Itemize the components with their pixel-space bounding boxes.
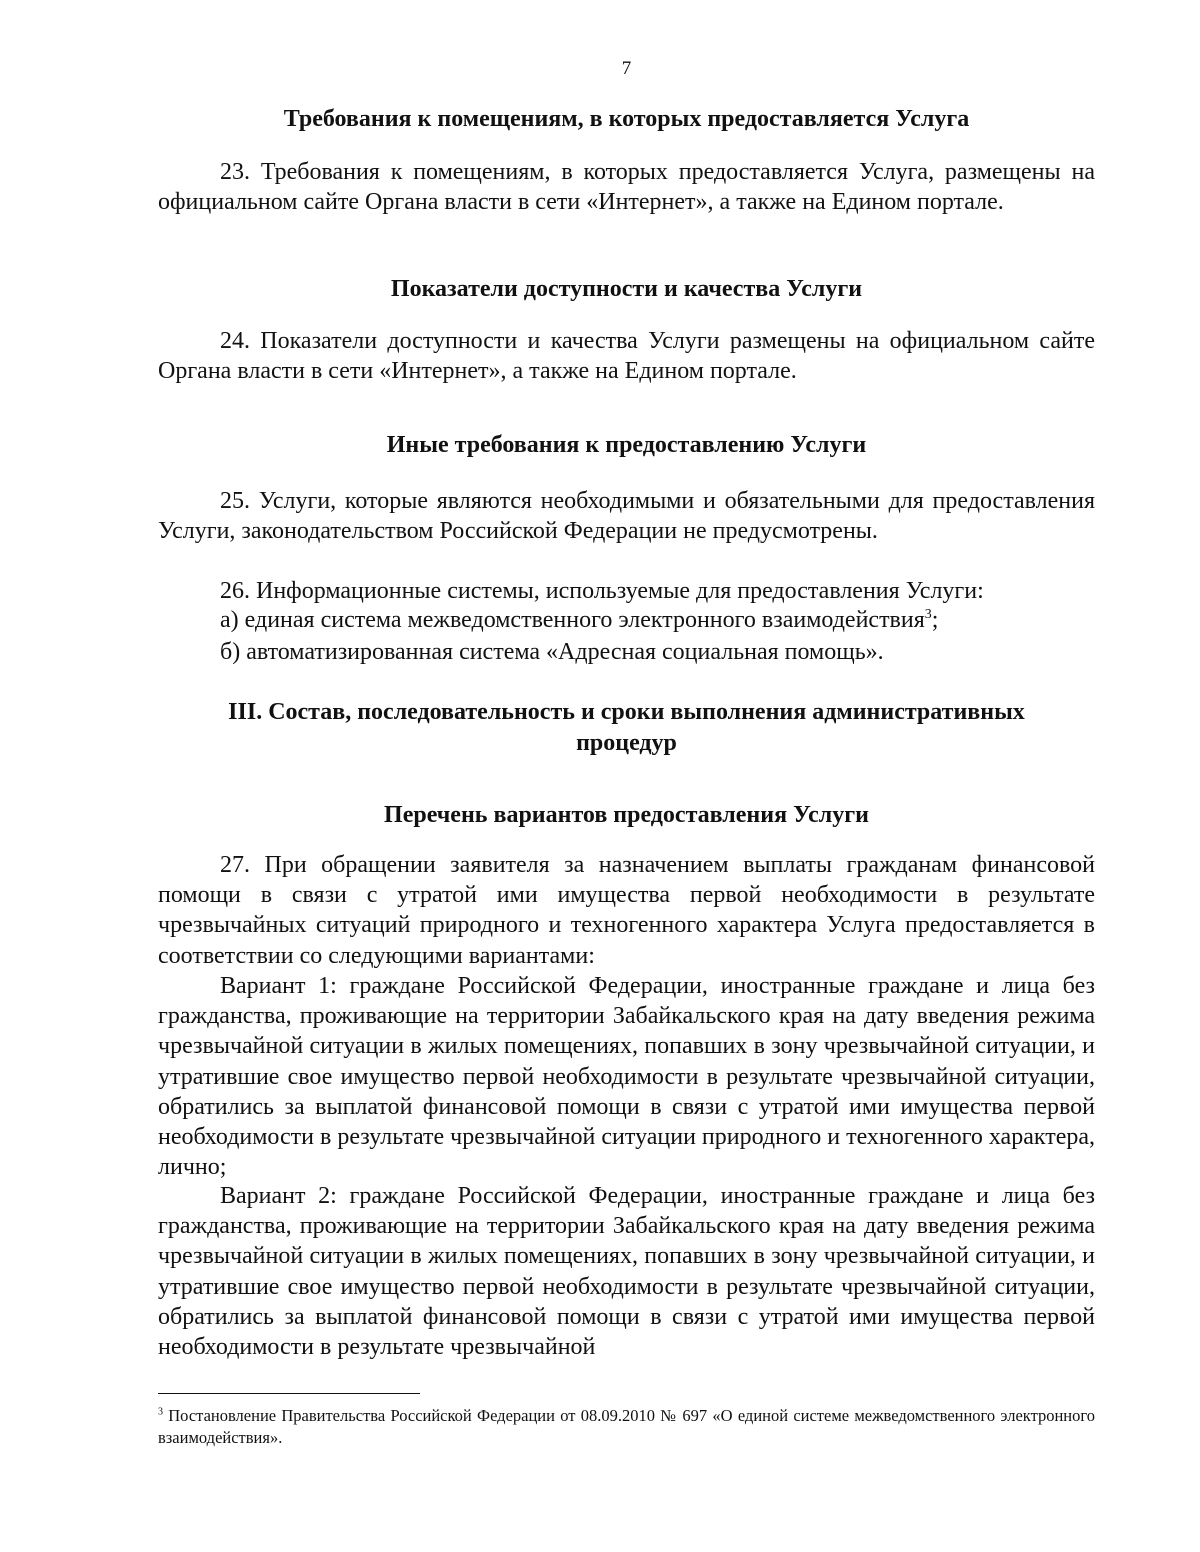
- paragraph-26a: [220, 605, 938, 635]
- footnote: [158, 1405, 1095, 1449]
- heading-section-iii-line2: процедур: [576, 730, 677, 756]
- heading-variants-list: Перечень вариантов предоставления Услуги: [384, 802, 869, 828]
- footnote-reference: 3: [924, 607, 932, 622]
- heading-availability-quality: Показатели доступности и качества Услуги: [390, 276, 863, 302]
- paragraph-23: 23. Требования к помещениям, в которых предоставляется Услуга, размещены на официальном сайте Органа власти в сети «Интернет», а также на Едином портале.: [158, 159, 1095, 216]
- paragraph-25: 25. Услуги, которые являются необходимыми и обязательными для предоставления Услуги, законодательством Российской Федерации не предусмотрены.: [158, 488, 1095, 545]
- heading-other-requirements: Иные требования к предоставлению Услуги: [386, 432, 867, 458]
- heading-section-iii-line1: III. Состав, последовательность и сроки выполнения административных: [228, 699, 1025, 725]
- page-number: 7: [621, 58, 632, 79]
- footnote-separator: [158, 1393, 420, 1394]
- document-page: [158, 0, 1095, 1552]
- paragraph-26a-text: а) единая система межведомственного электронного взаимодействия: [220, 607, 925, 633]
- paragraph-24: 24. Показатели доступности и качества Услуги размещены на официальном сайте Органа власти в сети «Интернет», а также на Едином портале.: [158, 328, 1095, 385]
- footnote-marker: 3: [158, 1406, 163, 1418]
- paragraph-27: 27. При обращении заявителя за назначением выплаты гражданам финансовой помощи в связи с утратой ими имущества первой необходимости в результате чрезвычайных ситуаций природного и техногенного характера Услуга предоставляется в соответствии со следующими вариантами:: [158, 852, 1095, 969]
- paragraph-variant-2: Вариант 2: граждане Российской Федерации, иностранные граждане и лица без гражданства, проживающие на территории Забайкальского края на дату введения режима чрезвычайной ситуации в жилых помещениях, попавших в зону чрезвычайной ситуации, и утратившие свое имущество первой необходимости в результате чрезвычайной ситуации, обратились за выплатой финансовой помощи в связи с утратой ими имущества первой необходимости в результате чрезвычайной: [158, 1183, 1095, 1361]
- paragraph-26: 26. Информационные системы, используемые для предоставления Услуги:: [220, 578, 984, 604]
- paragraph-26a-end: ;: [931, 607, 939, 633]
- paragraph-26b: б) автоматизированная система «Адресная социальная помощь».: [220, 639, 884, 665]
- footnote-text: Постановление Правительства Российской Федерации от 08.09.2010 № 697 «О единой системе межведомственного электронного взаимодействия».: [158, 1406, 1095, 1447]
- heading-premises-requirements: Требования к помещениям, в которых предоставляется Услуга: [283, 106, 970, 132]
- paragraph-variant-1: Вариант 1: граждане Российской Федерации, иностранные граждане и лица без гражданства, проживающие на территории Забайкальского края на дату введения режима чрезвычайной ситуации в жилых помещениях, попавших в зону чрезвычайной ситуации, и утратившие свое имущество первой необходимости в результате чрезвычайной ситуации, обратились за выплатой финансовой помощи в связи с утратой ими имущества первой необходимости в результате чрезвычайной ситуации природного и техногенного характера, лично;: [158, 973, 1095, 1181]
